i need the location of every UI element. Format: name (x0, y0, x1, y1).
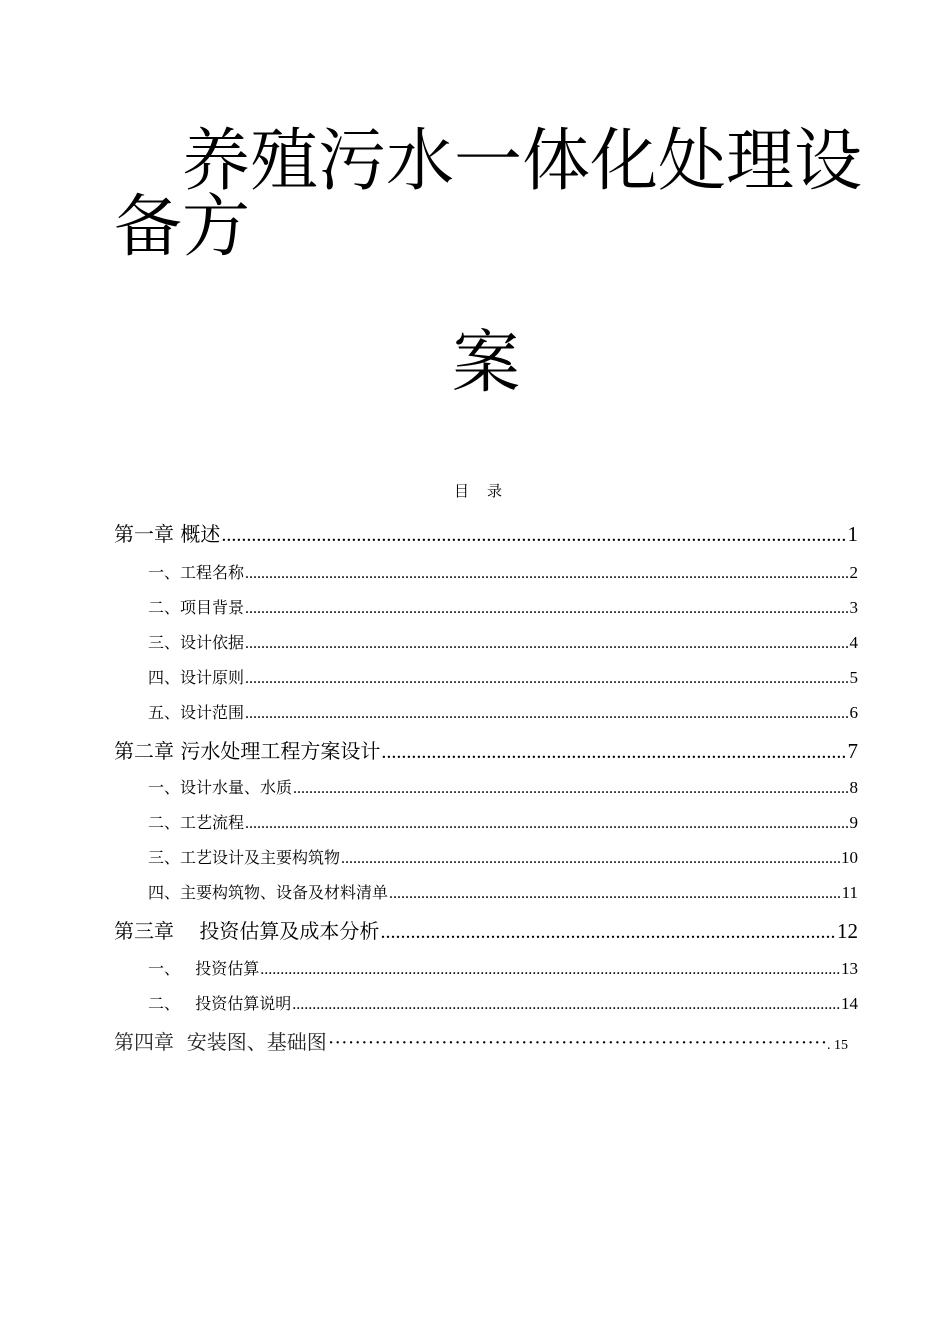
toc-entry-page: 7 (847, 739, 858, 763)
toc-leader-dots (380, 921, 836, 944)
toc-entry-page: 10 (841, 848, 858, 867)
toc-entry-chapter-1[interactable] (114, 518, 858, 547)
toc-entry-section[interactable] (148, 845, 858, 868)
toc-entry-label: 第二章 污水处理工程方案设计 (114, 739, 381, 763)
toc-entry-section[interactable] (148, 810, 858, 833)
toc-entry-label: 一、设计水量、水质 (148, 778, 293, 797)
toc-leader-dots (260, 961, 840, 979)
toc-leader-dots (245, 670, 848, 688)
toc-entry-label: 一、 投资估算 (148, 959, 260, 978)
toc-entry-section[interactable] (148, 560, 858, 583)
toc-entry-section[interactable] (148, 595, 858, 618)
document-title-line-1: 养殖污水一体化处理设 (182, 122, 863, 201)
toc-leader-dots (389, 885, 841, 903)
toc-leader-dots (341, 850, 840, 868)
toc-leader-dots (245, 815, 848, 833)
toc-entry-label: 二、 投资估算说明 (148, 994, 292, 1013)
toc-entry-page: 1 (847, 522, 858, 546)
toc-entry-page: 3 (849, 598, 858, 617)
toc-entry-label: 一、工程名称 (148, 563, 245, 582)
toc-entry-label: 二、工艺流程 (148, 813, 245, 832)
toc-entry-section[interactable] (148, 956, 858, 979)
toc-entry-page: 14 (841, 994, 858, 1013)
toc-leader-dots (245, 705, 848, 723)
toc-entry-chapter-2[interactable] (114, 735, 858, 764)
toc-leader-dots (245, 600, 848, 618)
toc-entry-page: 5 (849, 668, 858, 687)
toc-entry-label: 三、工艺设计及主要构筑物 (148, 848, 341, 867)
document-title-line-2: 备方 (114, 188, 251, 267)
toc-leader-dots (292, 996, 840, 1014)
toc-entry-page: 9 (849, 813, 858, 832)
toc-entry-section[interactable] (148, 700, 858, 723)
toc-entry-section[interactable] (148, 630, 858, 653)
toc-entry-label: 第四章 安装图、基础图 (114, 1030, 327, 1054)
toc-entry-label: 二、项目背景 (148, 598, 245, 617)
toc-entry-page: 12 (837, 919, 858, 943)
toc-entry-page: 8 (849, 778, 858, 797)
toc-entry-page: 4 (849, 633, 858, 652)
toc-entry-section[interactable] (148, 775, 858, 798)
toc-entry-section[interactable] (148, 880, 858, 903)
toc-entry-chapter-4[interactable] (114, 1026, 848, 1055)
toc-entry-label: 第三章 投资估算及成本分析 (114, 919, 380, 943)
toc-entry-label: 四、设计原则 (148, 668, 245, 687)
toc-heading: 目录 (453, 482, 520, 500)
toc-entry-chapter-3[interactable] (114, 915, 858, 944)
document-title-line-3: 案 (451, 324, 520, 403)
toc-entry-page: 6 (849, 703, 858, 722)
toc-entry-label: 三、设计依据 (148, 633, 245, 652)
toc-entry-label: 五、设计范围 (148, 703, 245, 722)
toc-entry-label: 第一章 概述 (114, 522, 221, 546)
toc-entry-page: 11 (841, 883, 858, 902)
toc-leader-dots (328, 1032, 826, 1055)
toc-leader-dots (221, 524, 846, 547)
toc-entry-label: 四、主要构筑物、设备及材料清单 (148, 883, 389, 902)
toc-entry-section[interactable] (148, 991, 858, 1014)
toc-entry-page: 2 (849, 563, 858, 582)
toc-leader-dots (245, 635, 848, 653)
toc-leader-dots (381, 741, 846, 764)
toc-entry-section[interactable] (148, 665, 858, 688)
toc-entry-page: 13 (841, 959, 858, 978)
toc-leader-dots (245, 565, 848, 583)
toc-leader-dots (293, 780, 848, 798)
toc-entry-page: . 15 (827, 1038, 848, 1053)
